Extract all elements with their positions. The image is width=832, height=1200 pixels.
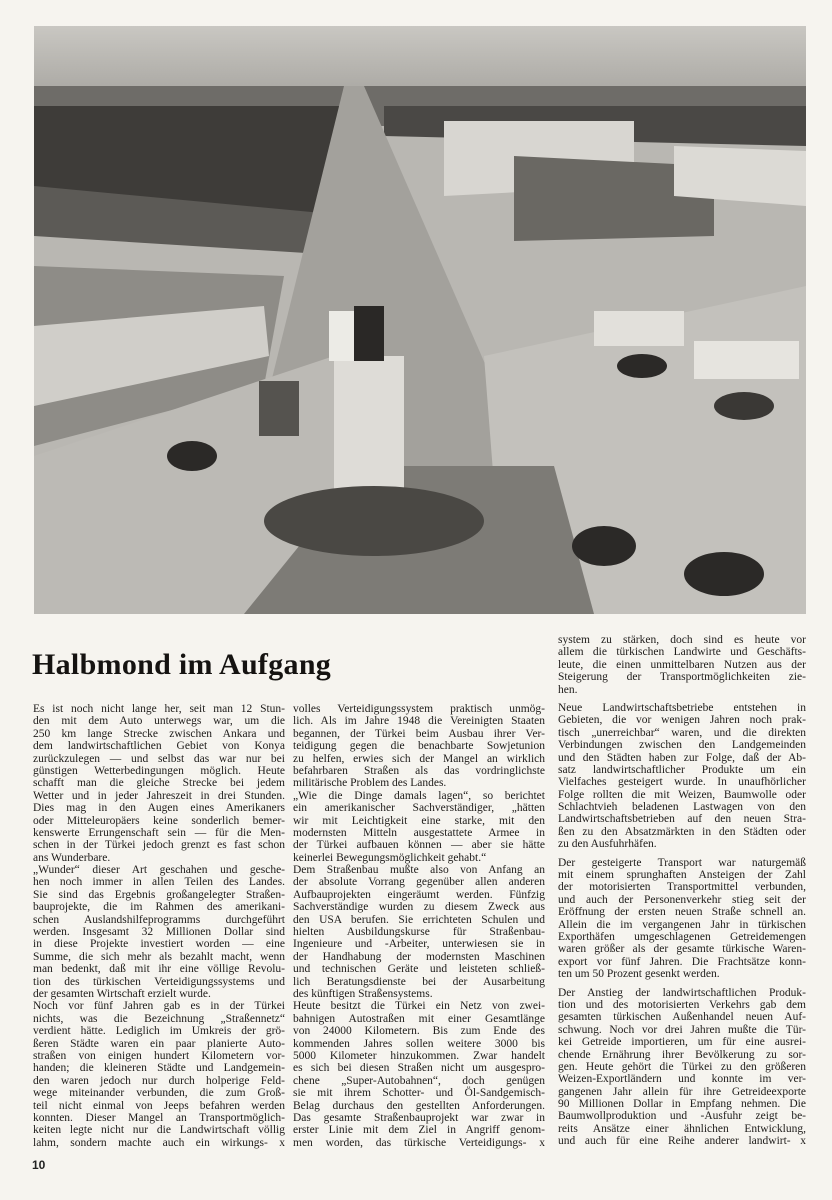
text-line: Gebieten, die vor wenigen Jahren noch prak- — [558, 714, 806, 727]
paragraph — [293, 703, 545, 790]
text-line: export vor fünf Jahren. Die Frachtsätze konn- — [558, 955, 806, 968]
text-line: werden. Insgesamt 32 Millionen Dollar sind — [33, 926, 285, 939]
text-line: günstigen Wetterbedingungen möglich. Heute — [33, 764, 285, 777]
text-line: und auch für eine Reihe anderer landwirt- x — [558, 1135, 806, 1148]
text-line: Noch vor fünf Jahren gab es in der Türkei — [33, 1000, 285, 1013]
article-title: Halbmond im Aufgang — [32, 648, 332, 681]
paragraph — [33, 1000, 285, 1149]
text-line: tion des türkischen Verteidigungssystems und — [33, 975, 285, 988]
text-line: Allein die im vergangenen Jahr in türkischen — [558, 918, 806, 931]
text-line: Landwirtschaftsbetrieben auf den neuen Stra- — [558, 813, 806, 826]
text-line: schen in der Türkei jedoch grenzt es fast schon — [33, 839, 285, 852]
paragraph — [293, 790, 545, 864]
text-line: kommenden Jahres sollen weitere 3000 bis — [293, 1037, 545, 1050]
text-line: Summe, die sich mehr als bezahlt macht, wenn — [33, 950, 285, 963]
page-number: 10 — [32, 1158, 46, 1172]
text-line: schafft man die gleiche Strecke bei jedem — [33, 777, 285, 790]
text-line: konnten. Dieser Mangel an Transportmöglich- — [33, 1111, 285, 1124]
text-line: kenswerte Errungenschaft sein — für die Men- — [33, 826, 285, 839]
text-line: satz landwirtschaftlicher Produkte um ein — [558, 763, 806, 776]
text-line: ten um 50 Prozent gesenkt werden. — [558, 968, 720, 981]
text-line: mit einem sprunghaften Ansteigen der Zahl — [558, 869, 806, 882]
text-line: den waren jedoch nur durch holperige Feld- — [33, 1074, 285, 1087]
paragraph — [558, 987, 806, 1148]
text-line: Exporthäfen umgeschlagenen Getreidemengen — [558, 930, 806, 943]
paragraph — [558, 857, 806, 981]
text-line: und den Städten haben zur Folge, daß der Ab- — [558, 751, 806, 764]
text-column-2 — [293, 703, 545, 1149]
text-line: chende Ernährung ihrer Bevölkerung zu sor- — [558, 1048, 806, 1061]
text-line: Steigerung der Transportmöglichkeiten zie- — [558, 671, 806, 684]
text-line: leute, die einen unmittelbaren Nutzen aus der — [558, 658, 806, 671]
text-line: Wetter und in jeder Jahreszeit in drei Stunden. — [33, 789, 285, 802]
text-line: ßen zu den Absatzmärkten in den Städten oder — [558, 825, 806, 838]
text-line: der gesamten Wirtschaft erzielt wurde. — [33, 987, 211, 1000]
text-line: kei Getreide importieren, um für eine ausrei- — [558, 1036, 806, 1049]
text-line: von 24000 Kilometern. Bis zum Ende des — [293, 1025, 545, 1038]
text-line: waren größer als der gesamte türkische Waren- — [558, 943, 806, 956]
text-line: hen. — [558, 683, 578, 696]
text-line: nichts, was die Bezeichnung „Straßennetz“ — [33, 1012, 285, 1025]
text-line: Baumwollproduktion und -Ausfuhr zeigt be- — [558, 1110, 806, 1123]
text-line: oder Mitteleuropäers keine sonderlich bemer- — [33, 814, 285, 827]
text-line: men worden, das türkische Verteidigungs- x — [293, 1136, 545, 1149]
photo-illustration — [34, 26, 806, 614]
text-line: ans Wunderbare. — [33, 851, 111, 864]
text-line: der Handhabung der modernsten Maschinen — [293, 950, 545, 963]
text-line: es sich bei diesen Straßen nicht um ausgespro- — [293, 1062, 545, 1075]
text-line: hen noch immer in allen Teilen des Landes. — [33, 876, 285, 889]
text-line: keinerlei Bewegungsmöglichkeit gehabt.“ — [293, 851, 487, 864]
text-line: hielten Ausbildungskurse für Straßenbau- — [293, 926, 545, 939]
text-line: handen; die kleineren Städte und Landgemein- — [33, 1062, 285, 1075]
text-line: Heute besitzt die Türkei ein Netz von zwei- — [293, 1000, 545, 1013]
text-line: tisch „unerreichbar“ waren, und die direkten — [558, 726, 806, 739]
text-line: Folge rollten die mit Weizen, Baumwolle oder — [558, 788, 806, 801]
text-line: Verbindungen zwischen den Landgemeinden — [558, 739, 806, 752]
text-line: begannen, der Türkei beim Ausbau ihrer Ver- — [293, 727, 545, 740]
paragraph — [33, 864, 285, 1000]
text-line: der motorisierten Transportmittel verbunden, — [558, 881, 806, 894]
text-line: dem landwirtschaftlichen Gebiet von Konya — [33, 740, 285, 753]
text-line: und technischen Geräte und leisteten schließ- — [293, 963, 545, 976]
text-line: des künftigen Straßensystems. — [293, 987, 433, 1000]
text-line: Ingenieure und -Arbeiter, unterwiesen sie in — [293, 938, 545, 951]
text-line: Der Anstieg der landwirtschaftlichen Produk- — [558, 986, 806, 999]
text-line: Dies mag in den Augen eines Amerikaners — [33, 802, 285, 815]
text-line: und auch der Personenverkehr stieg seit der — [558, 893, 806, 906]
text-line: Das gesamte Straßenbauprojekt war zwar in — [293, 1111, 545, 1124]
text-line: Weizen-Exportländern und konnte im ver- — [558, 1073, 806, 1086]
text-line: Schlachtvieh beladenen Lastwagen von den — [558, 801, 806, 814]
text-line: befahrbaren Straßen als das vordringlichste — [293, 764, 545, 777]
text-line: schen Auslandshilfeprogramms durchgeführt — [33, 913, 285, 926]
text-line: gen. Heute gehört die Türkei zu den größeren — [558, 1060, 806, 1073]
text-line: Aufbauprojekten eingeräumt werden. Fünfzig — [293, 888, 545, 901]
text-line: zu helfen, erwies sich der Mangel an wirklich — [293, 752, 545, 765]
text-line: ßeren Städte waren ein paar planierte Auto- — [33, 1037, 285, 1050]
paragraph — [293, 1000, 545, 1149]
text-line: den mit dem Auto unterwegs war, um die — [33, 715, 285, 728]
text-line: wege miteinander verbunden, die zum Groß- — [33, 1087, 285, 1100]
text-line: allem die türkischen Landwirte und Geschäfts- — [558, 646, 806, 659]
paragraph — [293, 864, 545, 1000]
text-line: verdient hätte. Lediglich im Umkreis der grö- — [33, 1025, 285, 1038]
text-line: „Wie die Dinge damals lagen“, so berichtet — [293, 789, 545, 802]
text-line: Es ist noch nicht lange her, seit man 12 Stun- — [33, 703, 285, 715]
text-line: der absolute Vorrang gegenüber allen anderen — [293, 876, 545, 889]
text-line: Vielfaches gesteigert wurde. In unaufhörlicher — [558, 776, 806, 789]
text-line: gangenen Jahr allein für ihre Getreideexporte — [558, 1085, 806, 1098]
text-line: teidigung gegen die benachbarte Sowjetunion — [293, 740, 545, 753]
paragraph — [558, 702, 806, 851]
text-line: militärische Problem des Landes. — [293, 777, 447, 790]
text-line: bauprojekte, die im Rahmen des amerikani- — [33, 901, 285, 914]
text-line: gesamten türkischen Außenhandel neuen Auf- — [558, 1011, 806, 1024]
text-line: system zu stärken, doch sind es heute vor — [558, 634, 806, 646]
text-line: zurückzulegen — und selbst das war nur bei — [33, 752, 285, 765]
text-line: man bedenkt, daß mit ihr eine völlige Revolu- — [33, 963, 285, 976]
text-line: schwung. Noch vor drei Jahren mußte die Tür- — [558, 1023, 806, 1036]
text-line: wir mit Leichtigkeit eine starke, mit den — [293, 814, 545, 827]
text-line: Sie sind das Ergebnis großangelegter Straßen- — [33, 888, 285, 901]
text-line: erster Linie mit dem Ziel in Angriff genom- — [293, 1124, 545, 1137]
text-line: straßen von einigen hundert Kilometern vor- — [33, 1049, 285, 1062]
text-line: bahnigen Autostraßen mit einer Gesamtlänge — [293, 1012, 545, 1025]
text-line: der Türkei aufbauen können — aber sie hätte — [293, 839, 545, 852]
text-column-1 — [33, 703, 285, 1149]
text-line: Sachverständige wurden zu diesem Zweck aus — [293, 901, 545, 914]
text-line: in diese Projekte investiert worden — eine — [33, 938, 285, 951]
text-line: Neue Landwirtschaftsbetriebe entstehen in — [558, 701, 806, 714]
text-line: volles Verteidigungssystem praktisch unmög- — [293, 703, 545, 715]
text-line: lich Beratungsdienste bei der Ausarbeitung — [293, 975, 545, 988]
paragraph — [33, 703, 285, 864]
text-line: Dem Straßenbau mußte also von Anfang an — [293, 864, 545, 877]
text-line: 90 Millionen Dollar in Empfang nehmen. Die — [558, 1098, 806, 1111]
text-line: tion und des motorisierten Verkehrs gab dem — [558, 998, 806, 1011]
paragraph — [558, 634, 806, 696]
text-column-3 — [558, 634, 806, 1154]
text-line: 250 km lange Strecke zwischen Ankara und — [33, 727, 285, 740]
text-line: 5000 Kilometer hinzukommen. Zwar handelt — [293, 1049, 545, 1062]
street-photo — [34, 26, 806, 614]
text-line: Belag durchaus den gestellten Anforderungen. — [293, 1099, 545, 1112]
text-line: teil nicht einmal von Jeeps befahren werden — [33, 1099, 285, 1112]
text-line: reits Ansätze einer ähnlichen Entwicklung, — [558, 1122, 806, 1135]
text-line: lich. Als im Jahre 1948 die Vereinigten Staaten — [293, 715, 545, 728]
text-line: Der gesteigerte Transport war naturgemäß — [558, 856, 806, 869]
text-line: zu den Ausfuhrhäfen. — [558, 838, 657, 851]
text-line: modernsten Mitteln ausgestattete Armee in — [293, 826, 545, 839]
text-line: ein amerikanischer Sachverständiger, „hätten — [293, 802, 545, 815]
text-line: chene „Super-Autobahnen“, doch genügen — [293, 1074, 545, 1087]
text-line: „Wunder“ dieser Art geschahen und gesche- — [33, 864, 285, 877]
text-line: lahm, sondern machte auch ein wirkungs- x — [33, 1136, 285, 1149]
text-line: den USA berufen. Sie errichteten Schulen und — [293, 913, 545, 926]
text-line: keiten legte nicht nur die Landwirtschaft völlig — [33, 1124, 285, 1137]
text-line: Eröffnung der ersten neuen Straße schnell an. — [558, 906, 806, 919]
text-line: sie mit ihrem Schotter- und Öl-Sandgemisch- — [293, 1087, 545, 1100]
